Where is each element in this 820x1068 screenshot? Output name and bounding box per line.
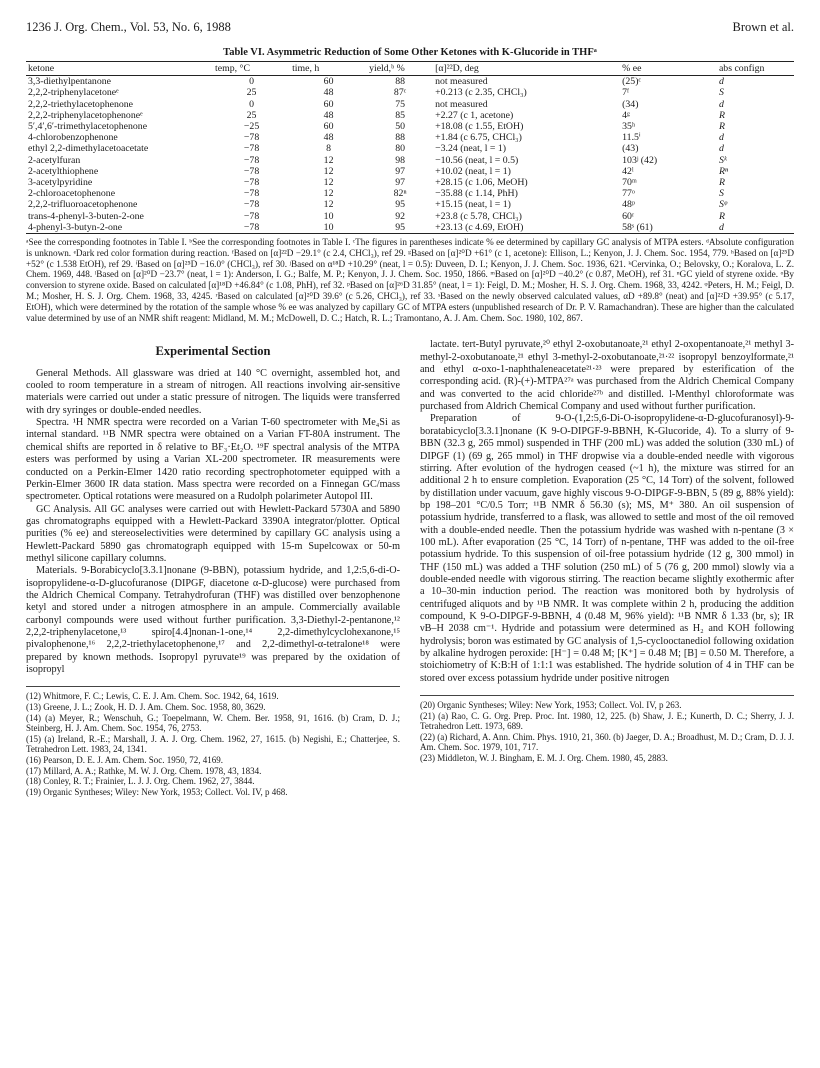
table-cell: R — [718, 177, 725, 189]
reference: (19) Organic Syntheses; Wiley: New York, 1953; Collect. Vol. IV, p 468. — [26, 786, 288, 797]
table-cell: Sᵠ — [718, 199, 727, 211]
table-cell: −78 — [243, 132, 260, 144]
table-cell: S — [718, 87, 724, 99]
left-references — [26, 686, 400, 797]
table-cell: 5′,4′,6′-trimethylacetophenone — [28, 121, 148, 133]
table-cell: 87ᶜ — [393, 87, 407, 99]
table-cell: Rⁿ — [718, 165, 729, 177]
table-cell: +23.8 (c 5.78, CHCl₃) — [435, 210, 522, 222]
table-cell: 12 — [323, 199, 334, 211]
table-cell: 75 — [395, 98, 405, 110]
table-cell: R — [718, 121, 725, 133]
table-cell: 97 — [395, 165, 405, 177]
paragraph: GC Analysis. All GC analyses were carried out with Hewlett-Packard 5730A and 5890 gas chromatographs equipped with a Hewlett-Packard 3390A integrator/plotter. Optical purities (% ee) and stereoselectivities were determined by capillary GC analysis using a Hewlett-Packard 5890 gas chromatograph equipped with 15-m Supelcowax or 50-m methyl silicone capillary columns. — [26, 503, 400, 564]
table-cell: 88 — [395, 76, 405, 88]
table-cell: d — [718, 98, 724, 110]
table-cell: 48 — [323, 109, 334, 121]
table-cell: 80 — [395, 143, 405, 155]
table-cell: 48 — [323, 87, 334, 99]
reference: (12) Whitmore, F. C.; Lewis, C. E. J. Am. Chem. Soc. 1942, 64, 1619. — [26, 691, 279, 702]
table-cell: R — [718, 109, 725, 121]
column-header: ketone — [26, 62, 213, 76]
table-cell: 60 — [323, 121, 334, 133]
right-paragraphs — [420, 339, 794, 685]
table-cell: 0 — [249, 76, 254, 88]
journal-citation: 1236 J. Org. Chem., Vol. 53, No. 6, 1988 — [26, 20, 231, 34]
table-cell: not measured — [435, 76, 488, 88]
table-header-row — [26, 62, 794, 76]
table-cell: 70ᵐ — [622, 177, 637, 189]
table-title: Table VI. Asymmetric Reduction of Some Other Ketones with K-Glucoride in THFᵃ — [223, 47, 597, 58]
table-cell: 4ᵍ — [622, 109, 630, 121]
table-cell: 4-phenyl-3-butyn-2-one — [26, 222, 213, 234]
right-references — [420, 695, 794, 764]
table-row — [26, 199, 794, 210]
table-cell: ethyl 2,2-dimethylacetoacetate — [28, 143, 149, 155]
table-cell: 2-acetylthiophene — [28, 165, 99, 177]
column-header: [α]²²D, deg — [433, 62, 620, 76]
column-header: temp, °C — [213, 62, 290, 76]
table-cell: 12 — [323, 177, 334, 189]
table-cell: −35.88 (c 1.14, PhH) — [435, 188, 518, 200]
reference: (13) Greene, J. L.; Zook, H. D. J. Am. Chem. Soc. 1958, 80, 3629. — [26, 701, 266, 712]
table-cell: 2,2,2-trifluoroacetophenone — [28, 199, 138, 211]
table-cell: +18.08 (c 1.55, EtOH) — [435, 121, 524, 133]
table-cell: −78 — [243, 165, 260, 177]
table-cell: (25)ᶜ — [622, 76, 641, 88]
table-cell: 2-chloroacetophenone — [28, 188, 116, 200]
reference: (22) (a) Richard, A. Ann. Chim. Phys. 1910, 21, 360. (b) Jaeger, D. A.; Broadhust, M. D.; Cram, D. J. J. Am. Chem. Soc. 1979, 101, 717. — [420, 731, 794, 753]
table-cell: 2-acetylfuran — [28, 154, 81, 166]
table-cell: 48ᵖ — [622, 199, 635, 211]
paragraph: lactate. tert-Butyl pyruvate,²⁰ ethyl 2-oxobutanoate,²¹ ethyl 2-oxopentanoate,²¹ methyl 3-methyl-2-oxobutanoate,²¹ ethyl 3-methyl-2-oxobutanoate,²¹·²² isopropyl benzoylformate,²¹ and ethyl α-oxo-1-naphthaleneacetate²¹·²³ were prepared by esterification of the corresponding acid. (R)-(+)-MTPA²⁷ᵃ was purchased from the Aldrich Chemical Company and was converted to the acid chloride²⁷ᵇ and distilled. l-Menthyl chloroformate was purchased from Aldrich Chemical Company and used without further purification. — [420, 339, 794, 413]
table-cell: −78 — [243, 199, 260, 211]
table-cell: 97 — [395, 177, 405, 189]
paragraph: Materials. 9-Borabicyclo[3.3.1]nonane (9-BBN), potassium hydride, and 1,2:5,6-di-O-isopropylidene-α-D-glucofuranose (DIPGF, diacetone α-D-glucose) were purchased from the Aldrich Chemical Company. Tetrahydrofuran (THF) was distilled over benzophenone ketyl and stored under a nitrogen atmosphere in an ampule. Commercially available carbonyl compounds were used without further purification. 3,3-Diethyl-2-pentanone,¹² 2,2,2-triphenylacetone,¹³ spiro[4.4]nonan-1-one,¹⁴ 2,2-dimethylcyclohexanone,¹⁵ pivalophenone,¹⁶ 2,2,2-triethylacetophenone,¹⁷ and 2,2-dimethyl-α-tetralone¹⁸ were prepared by known methods. Isopropyl pyruvate¹⁹ was prepared by the oxidation of isopropyl — [26, 565, 400, 676]
table-cell: 42ˡ — [622, 165, 634, 177]
table-cell: 2,2,2-triphenylacetoneᵉ — [28, 87, 119, 99]
table-body — [26, 76, 794, 234]
table-footnotes: ᵃSee the corresponding footnotes in Table I. ᵇSee the corresponding footnotes in Table I. ᶜThe figures in parentheses indicate % ee determined by capillary GC analysis of MTPA esters. ᵈAbsolute configuration is unknown. ᵉDark red color formation during reaction. ᶠBased on [α]²²D −29.1° (c 2.4, CHCl₃), ref 29. ᵍBased on [α]²⁰D +61° (c 1, acetone): Ellison, L.; Kenyon, J. J. Chem. Soc. 1954, 779. ʰBased on [α]²⁵D +52° (c 1.538 EtOH), ref 29. ⁱBased on [α]²⁵D −16.0° (CHCl₃), ref 30. ʲBased on α¹⁸D +10.29° (neat, l = 0.5): Duveen, D. I.; Kenyon, J. J. Chem. Soc. 1936, 621. ᵏCervinka, O.; Belovsky, O.; Koralova, L. Z. Chem. 1969, 448. ˡBased on [α]²⁰D −23.7° (neat, l = 1): Anderson, I. G.; Balfe, M. P.; Kenyon, J. J. Chem. Soc. 1950, 1866. ᵐBased on [α]²⁰D −40.2° (c 0.87, MeOH), ref 31. ⁿGC yield of styrene oxide. ᵒBy conversion to styrene oxide. Based on calculated [α]¹⁸D +46.84° (c 1.08, PhH), ref 32. ᵖBased on [α]²⁶D 31.85° (neat, l = 1): Feigl, D. M.; Mosher, H. S. J. Org. Chem. 1968, 33, 4242. ᵠPeters, H. M.; Feigl, D. M.; Mosher, H. S. J. Org. Chem. 1968, 33, 4245. ʳBased on calculated [α]²⁰D 39.6° (c 5.26, CHCl₃), ref 33. ˢBased on the newly observed calculated values, αD +89.8° (neat) and [α]²²D +39.95° (c 5.17, EtOH), which were determined by the rotation of the sample whose % ee was analyzed by capillary GC of MTPA esters (unpublished research of Dr. P. V. Ramachandran). These are higher than the calculated value determined by use of an NMR shift reagent: Midland, M. M.; McDowell, D. C.; Hatch, R. L.; Tramontano, A. J. Am. Chem. Soc. 1980, 102, 867. — [26, 237, 794, 323]
table-cell: 98 — [395, 154, 405, 166]
table-cell: 25 — [246, 109, 257, 121]
table-row — [26, 99, 794, 110]
table-cell: 0 — [249, 98, 254, 110]
table-cell: +2.27 (c 1, acetone) — [435, 109, 514, 121]
table-cell: 60 — [323, 98, 334, 110]
table-vi — [26, 61, 794, 234]
table-cell: −78 — [243, 177, 260, 189]
table-cell: 3-acetylpyridine — [28, 177, 93, 189]
table-cell: 77ᵒ — [622, 188, 635, 200]
table-cell: 25 — [246, 87, 257, 99]
left-paragraphs — [26, 368, 400, 677]
left-column — [26, 339, 400, 797]
reference: (14) (a) Meyer, R.; Wenschuh, G.; Toepelmann, W. Chem. Ber. 1958, 91, 1616. (b) Cram, D. J.; Steinberg, H. J. Am. Chem. Soc. 1954, 76, 2753. — [26, 712, 400, 734]
table-row — [26, 211, 794, 222]
table-cell: 10 — [323, 210, 334, 222]
table-cell: 11.5ⁱ — [622, 132, 641, 144]
table-cell: not measured — [435, 98, 488, 110]
right-column — [420, 339, 794, 797]
table-cell: (34) — [622, 98, 639, 110]
table-cell: S — [718, 188, 724, 200]
table-cell: trans-4-phenyl-3-buten-2-one — [28, 210, 144, 222]
table-cell: Sᵏ — [718, 154, 727, 166]
column-header: % ee — [620, 62, 717, 76]
reference: (17) Millard, A. A.; Rathke, M. W. J. Org. Chem. 1978, 43, 1834. — [26, 765, 262, 776]
table-cell: 58ˢ (61) — [620, 222, 717, 234]
table-cell: 95 — [367, 222, 433, 234]
table-cell: −78 — [243, 154, 260, 166]
table-cell: 88 — [395, 132, 405, 144]
table-cell: 50 — [395, 121, 405, 133]
table-cell: 92 — [395, 210, 405, 222]
table-cell: −3.24 (neat, l = 1) — [435, 143, 506, 155]
table-row — [26, 143, 794, 154]
table-cell: 103ʲ (42) — [622, 154, 658, 166]
table-cell: 2,2,2-triethylacetophenone — [28, 98, 134, 110]
table-cell: 7ᶠ — [622, 87, 630, 99]
table-cell: 2,2,2-triphenylacetophenoneᵉ — [28, 109, 143, 121]
table-cell: +0.213 (c 2.35, CHCl₃) — [435, 87, 527, 99]
column-header: abs confign — [717, 62, 794, 76]
table-row — [26, 188, 794, 199]
table-cell: 60 — [323, 76, 334, 88]
table-row — [26, 87, 794, 98]
table-cell: 12 — [323, 188, 334, 200]
paragraph: General Methods. All glassware was dried at 140 °C overnight, assembled hot, and cooled to room temperature in a stream of nitrogen. All reactions involving air-sensitive materials were carried out under a static pressure of nitrogen. The liquids were transferred with dry syringes or double-ended needles. — [26, 367, 400, 416]
table-cell: R — [718, 210, 725, 222]
reference: (21) (a) Rao, C. G. Org. Prep. Proc. Int. 1980, 12, 225. (b) Shaw, J. E.; Kunerth, D. C.; Sherry, J. J. Tetrahedron Lett. 1973, 689. — [420, 710, 794, 732]
table-cell: 12 — [323, 165, 334, 177]
table-cell: 35ʰ — [622, 121, 636, 133]
table-cell: +1.84 (c 6.75, CHCl₃) — [435, 132, 522, 144]
table-row — [26, 177, 794, 188]
table-cell: d — [718, 143, 724, 155]
journal-page — [26, 20, 794, 797]
table-cell: +10.02 (neat, l = 1) — [435, 165, 511, 177]
table-cell: d — [718, 132, 724, 144]
table-cell: d — [718, 76, 724, 88]
table-row — [26, 166, 794, 177]
reference: (23) Middleton, W. J. Bingham, E. M. J. Org. Chem. 1980, 45, 2883. — [420, 753, 668, 764]
table-cell: +23.13 (c 4.69, EtOH) — [433, 222, 620, 234]
table-cell: −78 — [243, 143, 260, 155]
table-cell: 10 — [290, 222, 367, 234]
table-row — [26, 110, 794, 121]
reference: (16) Pearson, D. E. J. Am. Chem. Soc. 1950, 72, 4169. — [26, 754, 223, 765]
table-cell: 4-chlorobenzophenone — [28, 132, 118, 144]
paragraph: Preparation of 9-O-(1,2:5,6-Di-O-isopropylidene-α-D-glucofuranosyl)-9-boratabicyclo[3.3.1]nonane (K 9-O-DIPGF-9-BBNH, K-Glucoride, 4). To a slurry of 9-BBN (32.3 g, 265 mmol) suspended in THF (200 mL) was added the solution (330 mL) of DIPGF (1) (69 g, 265 mmol) in THF dropwise via a double-ended needle with vigorous stirring. After evolution of the hydrogen ceased (~1 h), the mixture was stirred for an additional 2 h to ensure completion. Evaporation (25 °C, 14 Torr) of the solvent, followed by distillation under vacuum, gave highly viscous 9-O-DIPGF-9-BBN, 5 (89 g, 88% yield): bp 198–201 °C/0.5 Torr; ¹¹B NMR δ 56.30 (s); MS, M⁺ 380. An oil suspension of potassium hydride, transferred to a flask, was allowed to settle and most of the oil removed with a double-ended needle. Then the potassium hydride was washed with n-pentane (3 × 100 mL). After evaporation (25 °C, 14 Torr) of n-pentane, THF was added to the oil-free potassium hydride. To this suspension of oil-free potassium hydride (12 g, 300 mmol) in THF (150 mL) was added a THF solution (250 mL) of 5 (76 g, 200 mmol) slowly via a double-ended needle with vigorous stirring. The reaction became slightly exothermic after a 10–30-min induction period. The reaction was monitored both by hydrolysis of centrifuged aliquots and by ¹¹B NMR. It was complete within 2 h, producing the addition compound, K 9-O-DIPGF-9-BBNH, 4 (0.48 M, 96% yield): ¹¹B NMR δ 1.33 (br, s); IR νB–H 2038 cm⁻¹. Hydride and potassium were determined as H₂ and KOH following hydrolysis; boron was estimated by GC analysis of 1,5-cyclooctanediol following oxidation by alkaline hydrogen peroxide: [H⁻] = 0.48 M; [K⁺] = 0.48 M; [B] = 0.50 M. Therefore, a stoichiometry of K:B:H of 1:1:1 was established. The hydride solution of 4 in THF can be stored over excess potassium hydride under positive nitrogen — [420, 413, 794, 684]
table-cell: +28.15 (c 1.06, MeOH) — [435, 177, 528, 189]
reference: (15) (a) Ireland, R.-E.; Marshall, J. A. J. Org. Chem. 1962, 27, 1615. (b) Negishi, E.; Chatterjee, S. Tetrahedron Lett. 1983, 24, 1341. — [26, 733, 400, 755]
table-cell: −25 — [243, 121, 260, 133]
table-cell: −78 — [243, 188, 260, 200]
authors: Brown et al. — [732, 20, 794, 34]
table-row — [26, 222, 794, 234]
table-cell: −78 — [243, 210, 260, 222]
table-row — [26, 132, 794, 143]
table-row — [26, 121, 794, 132]
reference: (18) Conley, R. T.; Frainier, L. J. J. Org. Chem. 1962, 27, 3844. — [26, 776, 255, 787]
two-column-body — [26, 339, 794, 797]
column-header: yield,ᵇ % — [367, 62, 433, 76]
table-row — [26, 76, 794, 88]
table-cell: 3,3-diethylpentanone — [28, 76, 111, 88]
running-header — [26, 20, 794, 35]
table-cell: 82ⁿ — [393, 188, 407, 200]
table-cell: 85 — [395, 109, 405, 121]
column-header: time, h — [290, 62, 367, 76]
table-cell: d — [717, 222, 794, 234]
table-cell: 8 — [326, 143, 332, 155]
section-title: Experimental Section — [155, 344, 271, 359]
table-row — [26, 155, 794, 166]
table-cell: −10.56 (neat, l = 0.5) — [435, 154, 519, 166]
table-cell: 95 — [395, 199, 405, 211]
table-cell: 48 — [323, 132, 334, 144]
table-cell: +15.15 (neat, l = 1) — [435, 199, 511, 211]
table-cell: 60ʳ — [622, 210, 635, 222]
table-cell: −78 — [213, 222, 290, 234]
table-cell: (43) — [622, 143, 639, 155]
reference: (20) Organic Syntheses; Wiley: New York, 1953; Collect. Vol. IV, p 263. — [420, 700, 682, 711]
table-cell: 12 — [323, 154, 334, 166]
paragraph: Spectra. ¹H NMR spectra were recorded on a Varian T-60 spectrometer with Me₄Si as internal standard. ¹¹B NMR spectra were obtained on a Varian FT-80A instrument. The chemical shifts are reported in δ relative to BF₃·Et₂O. ¹⁹F spectral analysis of the MTPA esters was performed by using a Varian XL-200 spectrometer. IR measurements were conducted on a Perkin-Elmer 1420 ratio recording spectrophotometer equipped with a Perkin-Elmer 3600 IR data station. Mass spectra were recorded on a Finnegan GC/mass spectrometer. Optical rotations were measured on a Rudolph polarimeter Autopol III. — [26, 417, 400, 503]
